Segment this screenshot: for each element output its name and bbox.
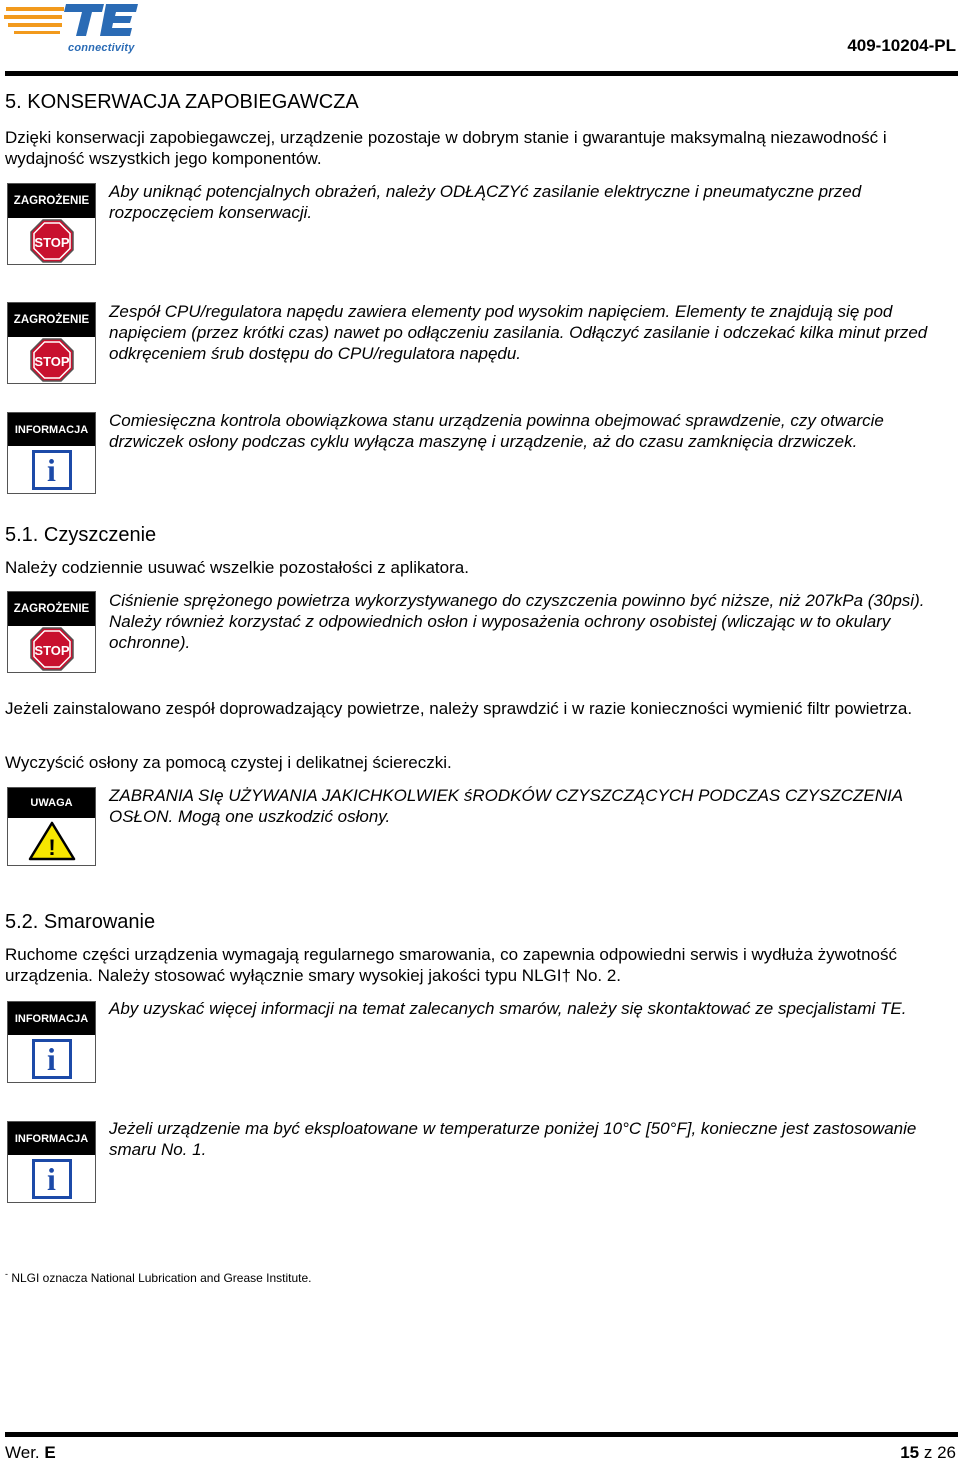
paragraph: Ruchome części urządzenia wymagają regularnego smarowania, co zapewnia odpowiedni serwis i wydłuża żywotność urządzenia. Należy stosować wyłącznie smary wysokiej jakości typu NLGI† No. 2. — [5, 945, 897, 985]
stop-sign-icon — [30, 627, 74, 671]
document-number: 409-10204-PL — [847, 36, 956, 55]
info-icon: i — [32, 450, 72, 490]
page-number: 15 — [900, 1443, 920, 1462]
header-rule — [5, 71, 958, 76]
section-title: 5. KONSERWACJA ZAPOBIEGAWCZA — [5, 91, 359, 113]
danger-text: Zespół CPU/regulatora napędu zawiera elementy pod wysokim napięciem. Elementy te znajdują się pod napięciem (przez krótki czas) nawet po odłączeniu zasilania. Odłączyć zasilanie i odczekać kilka minut przed odkręceniem śrub dostępu do CPU/regulatora napędu. — [109, 302, 928, 363]
logo-subtitle: connectivity — [68, 42, 135, 54]
te-logo-mark-icon — [4, 2, 139, 38]
info-icon: i — [32, 1039, 72, 1079]
info-notice — [7, 412, 96, 494]
notice-label: UWAGA — [8, 788, 95, 818]
notice-label: ZAGROŻENIE — [8, 184, 95, 218]
paragraph: Należy codziennie usuwać wszelkie pozostałości z aplikatora. — [5, 558, 469, 577]
svg-text:STOP: STOP — [33, 643, 70, 658]
svg-text:!: ! — [47, 835, 56, 860]
section-intro: Dzięki konserwacji zapobiegawczej, urządzenie pozostaje w dobrym stanie i gwarantuje maksymalną niezawodność i wydajność wszystkich jego komponentów. — [5, 128, 887, 168]
te-logo — [4, 2, 144, 56]
notice-label: INFORMACJA — [8, 1122, 95, 1155]
danger-notice — [7, 591, 96, 673]
revision-prefix: Wer. — [5, 1443, 40, 1462]
page-separator: z — [923, 1443, 933, 1462]
footnote — [5, 1269, 312, 1285]
subsection-title: 5.2. Smarowanie — [5, 911, 156, 933]
stop-sign-icon — [30, 219, 74, 263]
svg-text:STOP: STOP — [33, 235, 70, 250]
info-text: Jeżeli urządzenie ma być eksploatowane w temperaturze poniżej 10°C [50°F], konieczne jest zastosowanie smaru No. 1. — [109, 1119, 917, 1159]
danger-notice — [7, 183, 96, 265]
notice-label: ZAGROŻENIE — [8, 303, 95, 337]
caution-notice — [7, 787, 96, 866]
footnote-text: NLGI oznacza National Lubrication and Grease Institute. — [11, 1271, 312, 1285]
stop-sign-icon — [30, 338, 74, 382]
danger-text: Ciśnienie sprężonego powietrza wykorzystywanego do czyszczenia powinno być niższe, niż 207kPa (30psi). Należy również korzystać z odpowiednich osłon i wyposażenia ochrony osobistej (wliczając w to okulary ochronne). — [109, 591, 925, 652]
info-icon: i — [32, 1159, 72, 1199]
revision — [5, 1443, 56, 1463]
info-text: Comiesięczna kontrola obowiązkowa stanu urządzenia powinna obejmować sprawdzenie, czy otwarcie drzwiczek osłony podczas cyklu wyłącza maszynę i urządzenie, aż do czasu zamknięcia drzwiczek. — [109, 411, 884, 451]
paragraph: Wyczyścić osłony za pomocą czystej i delikatnej ściereczki. — [5, 753, 452, 772]
notice-label: INFORMACJA — [8, 413, 95, 446]
info-notice — [7, 1001, 96, 1083]
caution-text: ZABRANIA SIę UŻYWANIA JAKICHKOLWIEK śRODKÓW CZYSZCZĄCYCH PODCZAS CZYSZCZENIA OSŁON. Mogą one uszkodzić osłony. — [109, 786, 903, 826]
info-text: Aby uzyskać więcej informacji na temat zalecanych smarów, należy się skontaktować ze specjalistami TE. — [109, 999, 907, 1018]
paragraph: Jeżeli zainstalowano zespół doprowadzający powietrze, należy sprawdzić i w razie konieczności wymienić filtr powietrza. — [5, 699, 913, 718]
notice-label: ZAGROŻENIE — [8, 592, 95, 626]
notice-label: INFORMACJA — [8, 1002, 95, 1035]
warning-triangle-icon — [28, 821, 76, 861]
footnote-marker: - — [5, 1269, 8, 1279]
danger-notice — [7, 302, 96, 384]
info-notice — [7, 1121, 96, 1203]
danger-text: Aby uniknąć potencjalnych obrażeń, należy ODŁĄCZYć zasilanie elektryczne i pneumatyczne przed rozpoczęciem konserwacji. — [109, 182, 862, 222]
page-indicator — [900, 1443, 956, 1463]
subsection-title: 5.1. Czyszczenie — [5, 524, 157, 546]
page-total: 26 — [937, 1443, 956, 1462]
revision-letter: E — [44, 1443, 56, 1462]
footer-rule — [5, 1432, 958, 1437]
svg-text:STOP: STOP — [33, 354, 70, 369]
